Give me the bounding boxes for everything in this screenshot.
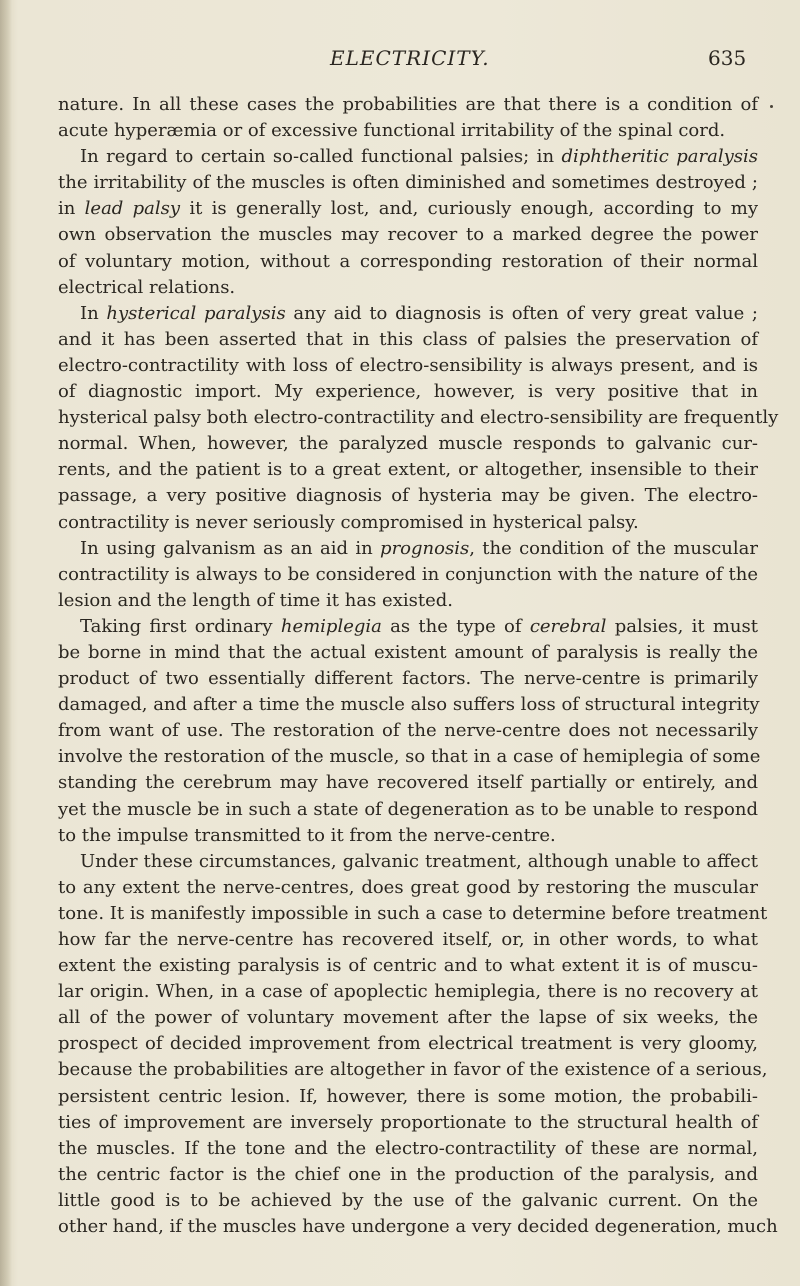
text-line [58, 744, 761, 770]
page-spine-shadow [0, 0, 12, 1286]
body-text [58, 92, 779, 1240]
italic-term: hysterical paralysis [106, 302, 286, 324]
text-line [58, 718, 758, 744]
text-segment: In [80, 302, 107, 324]
text-segment: Under these circumstances, galvanic treatment, although unable to affect [80, 850, 758, 872]
text-line [58, 196, 758, 222]
text-segment: how far the nerve-centre has recovered itself, or, in other words, to what [58, 929, 758, 950]
text-line [58, 1214, 778, 1240]
text-segment: involve the restoration of the muscle, so that in a case of hemiplegia of some [58, 746, 761, 768]
text-line [58, 927, 758, 953]
text-line [58, 1084, 758, 1110]
running-title: ELECTRICITY. [330, 46, 490, 70]
page-header [0, 46, 800, 82]
text-segment: from want of use. The restoration of the nerve-centre does not necessarily [58, 720, 758, 742]
text-segment: prospect of decided improvement from electrical treatment is very gloomy, [58, 1033, 758, 1055]
text-line [58, 1188, 758, 1214]
text-line [58, 588, 758, 614]
page-number: 635 [708, 46, 747, 70]
text-line [58, 614, 758, 640]
text-line [58, 431, 758, 457]
text-line [58, 92, 758, 118]
text-line [58, 144, 758, 170]
text-line [58, 666, 758, 692]
text-segment: In regard to certain so-called functional palsies; in [80, 146, 562, 168]
text-line [58, 327, 758, 353]
text-line [58, 379, 758, 405]
text-line [58, 510, 758, 536]
text-segment: to the impulse transmitted to it from the nerve-centre. [58, 824, 556, 846]
text-segment: yet the muscle be in such a state of degeneration as to be unable to respond [58, 798, 758, 820]
text-segment: all of the power of voluntary movement after the lapse of six weeks, the [58, 1007, 758, 1029]
text-segment: normal. When, however, the paralyzed muscle responds to galvanic cur- [58, 433, 758, 455]
text-line [58, 640, 758, 666]
text-segment: persistent centric lesion. If, however, there is some motion, the probabili- [58, 1085, 758, 1107]
text-line [58, 692, 758, 718]
text-segment: in [58, 198, 85, 220]
text-segment: nature. In all these cases the probabilities are that there is a condition of [58, 94, 758, 115]
text-line [58, 979, 758, 1005]
text-segment: acute hyperæmia or of excessive functional irritability of the spinal cord. [58, 120, 726, 142]
text-line [58, 953, 758, 979]
italic-term: lead palsy [84, 198, 181, 220]
text-line [58, 353, 758, 379]
text-segment: electro-contractility with loss of electro-sensibility is always present, and is [58, 354, 758, 376]
text-line [58, 222, 758, 248]
text-line [58, 118, 758, 144]
text-segment: product of two essentially different factors. The nerve-centre is primarily [58, 668, 758, 690]
text-line [58, 275, 758, 301]
text-segment: In using galvanism as an aid in [80, 537, 381, 559]
italic-term: prognosis [380, 537, 470, 559]
text-line [58, 405, 779, 431]
text-line [58, 536, 758, 562]
text-segment: to any extent the nerve-centres, does great good by restoring the muscular [58, 876, 758, 898]
text-segment: as the type of [381, 615, 530, 637]
text-segment: extent the existing paralysis is of centric and to what extent it is of muscu- [58, 955, 758, 977]
text-segment: ties of improvement are inversely proportionate to the structural health of [58, 1111, 758, 1133]
text-segment: of voluntary motion, without a corresponding restoration of their normal [58, 250, 758, 272]
text-segment: little good is to be achieved by the use of the galvanic current. On the [58, 1189, 758, 1211]
text-line [58, 1110, 758, 1136]
text-segment: , the condition of the muscular [469, 537, 758, 559]
text-line [58, 170, 758, 196]
text-segment: of diagnostic import. My experience, however, is very positive that in [58, 381, 758, 403]
text-line [58, 301, 758, 327]
text-segment: lar origin. When, in a case of apoplectic hemiplegia, there is no recovery at [58, 981, 758, 1003]
text-segment: electrical relations. [58, 276, 236, 298]
text-segment: rents, and the patient is to a great extent, or altogether, insensible to their [58, 459, 758, 481]
text-line [58, 1057, 768, 1083]
text-segment: Taking first ordinary [80, 615, 281, 637]
text-line [58, 1162, 758, 1188]
text-line [58, 797, 758, 823]
text-line [58, 770, 758, 796]
text-line [58, 1136, 758, 1162]
text-segment: palsies, it must [606, 615, 758, 637]
italic-term: diphtheritic paralysis [561, 146, 759, 168]
text-segment: contractility is always to be considered in conjunction with the nature of the [58, 563, 758, 585]
text-segment: standing the cerebrum may have recovered itself partially or entirely, and [58, 772, 758, 794]
italic-term: cerebral [529, 615, 607, 637]
text-line [58, 1005, 758, 1031]
text-segment: hysterical palsy both electro-contractility and electro-sensibility are frequently [58, 407, 779, 429]
text-segment: the muscles. If the tone and the electro-contractility of these are normal, [58, 1137, 758, 1159]
text-segment: damaged, and after a time the muscle also suffers loss of structural integrity [58, 694, 760, 716]
text-line [58, 901, 768, 927]
italic-term: hemiplegia [280, 615, 382, 637]
text-line [58, 483, 758, 509]
text-segment: passage, a very positive diagnosis of hysteria may be given. The electro- [58, 485, 758, 507]
text-segment: because the probabilities are altogether in favor of the existence of a serious, [58, 1059, 768, 1081]
text-line [58, 823, 758, 849]
text-segment: be borne in mind that the actual existent amount of paralysis is really the [58, 641, 758, 663]
text-line [58, 562, 758, 588]
text-segment: other hand, if the muscles have undergone a very decided degeneration, much [58, 1216, 778, 1238]
text-segment: own observation the muscles may recover to a marked degree the power [58, 224, 758, 246]
text-line [58, 1031, 758, 1057]
text-segment: lesion and the length of time it has existed. [58, 589, 453, 611]
print-speck [770, 105, 773, 108]
text-line [58, 875, 758, 901]
text-segment: contractility is never seriously compromised in hysterical palsy. [58, 511, 639, 533]
text-segment: tone. It is manifestly impossible in such a case to determine before treatment [58, 902, 768, 924]
text-segment: it is generally lost, and, curiously enough, according to my [180, 198, 758, 220]
text-line [58, 849, 758, 875]
text-segment: the irritability of the muscles is often diminished and sometimes destroyed ; [58, 172, 758, 194]
text-line [58, 249, 758, 275]
text-segment: the centric factor is the chief one in the production of the paralysis, and [58, 1163, 758, 1185]
text-segment: any aid to diagnosis is often of very great value ; [285, 302, 759, 324]
text-line [58, 457, 758, 483]
text-segment: and it has been asserted that in this class of palsies the preservation of [58, 328, 758, 350]
